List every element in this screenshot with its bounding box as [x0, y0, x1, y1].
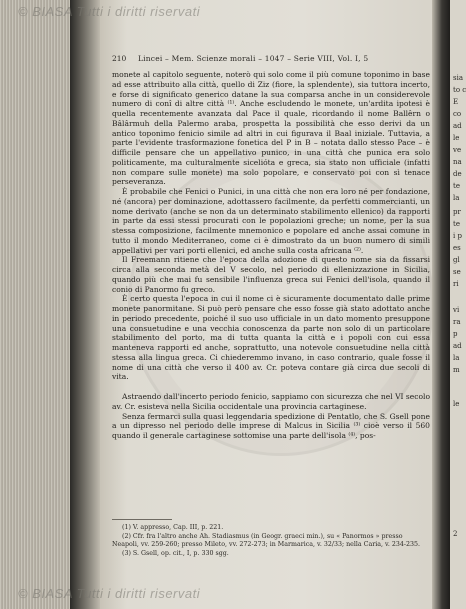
facing-fragment: ad: [453, 342, 462, 350]
facing-fragment: to c: [453, 86, 466, 94]
facing-fragment: vi: [453, 306, 460, 314]
facing-fragment: m: [453, 366, 460, 374]
facing-page-fragment: [450, 0, 466, 609]
body-text: [112, 70, 430, 441]
paragraph: È certo questa l'epoca in cui il nome ci è sicuramente documentato dalle prime monete panormitane. Si può però pensare che esso fosse già stato adottato anche in periodo precedente, poiché il suo uso ufficiale in un dato momento presuppone una consuetudine e una vecchia conoscenza da parte non solo di un particolare stabilimento del porto, ma di tutta quanta la città e i popoli con cui essa manteneva rapporti ed anche, soprattutto, una notevole consuetudine nella città stessa alla lingua greca. Ci chiederemmo invano, in caso contrario, quale fosse il nome di una città che verso il 400 av. Cr. poteva contare già circa due secoli di vita.: [112, 294, 430, 382]
facing-fragment: es: [453, 244, 461, 252]
facing-fragment: ra: [453, 318, 461, 326]
facing-fragment: gl: [453, 256, 460, 264]
facing-fragment: la: [453, 194, 460, 202]
facing-fragment: E: [453, 98, 459, 106]
running-header: [112, 54, 430, 66]
facing-fragment: le: [453, 134, 460, 142]
facing-fragment: te: [453, 182, 460, 190]
facing-fragment: ri: [453, 280, 459, 288]
footnotes: [112, 524, 430, 558]
facing-fragment: na: [453, 158, 462, 166]
paragraph: È probabile che Fenici o Punici, in una città che non era loro né per fondazione, né (ancora) per dominazione, adottassero facilmente, da perfetti commercianti, un nome derivato (anche se non da un determinato stabilimento ellenico) da rapporti in parte da essi stessi procurati con le popolazioni greche; un nome, per la sua stessa composizione, facilmente mnemonico e popolare ed anche assai comune in tutto il mondo Mediterraneo, come ci è dimostrato da un buon numero di simili appellativi per vari porti ellenici, ed anche sulla costa africana ⁽²⁾.: [112, 187, 430, 255]
left-gutter-shadow: [70, 0, 102, 609]
facing-fragment: p: [453, 330, 458, 338]
copyright-watermark-top: © BIASA Tutti i diritti riservati: [18, 4, 201, 19]
footnote-rule: [112, 519, 172, 520]
paragraph: Il Freemann ritiene che l'epoca della adozione di questo nome sia da fissarsi circa alla seconda metà del V secolo, nel periodo di ellenizzazione in Sicilia, quando più che mai fu sensibile l'influenza greca sui Fenici dell'isola, quando il conio di Panormo fu greco.: [112, 255, 430, 294]
facing-fragment: pr: [453, 208, 461, 216]
book-page-edges: [0, 0, 70, 609]
section-gap: [112, 382, 430, 392]
running-title: Lincei – Mem. Scienze morali – 1047 – Serie VIII, Vol. I, 5: [138, 54, 369, 63]
paragraph: Senza fermarci sulla quasi leggendaria spedizione di Pentatlo, che S. Gsell pone a un dipresso nel periodo delle imprese di Malcus in Sicilia ⁽³⁾ cioè verso il 560 quando il generale cartaginese sottomise una parte dell'isola ⁽⁴⁾, pos-: [112, 411, 430, 440]
page-number: 210: [112, 54, 127, 63]
facing-fragment: ve: [453, 146, 462, 154]
footnote: (1) V. appresso, Cap. III, p. 221.: [122, 524, 224, 531]
facing-fragment: co: [453, 110, 462, 118]
facing-fragment: ad: [453, 122, 462, 130]
paragraph: monete al capitolo seguente, noterò qui solo come il più comune toponimo in base ad esse attribuito alla città, quello di Ziz (fiore, la splendente), sia tuttora incerto, e forse di significato generico datane la sua comparsa anche in un considerevole numero di conî di altre città ⁽¹⁾. Anche escludendo le monete, un'ardita ipotesi è quella recentemente avanzata dal Pace il quale, ricordando il nome Ballêrn o Bâlârmuh della Palermo araba, prospetta la possibilità che esso derivi da un antico toponimo fenicio simile ad altri in cui figurava il Baal iniziale. Tuttavia, a parte l'evidente trasformazione fonetica del P in B – notata dallo stesso Pace – è difficile pensare che un appellativo punico, in una città che punica era solo politicamente, ma culturalmente sicelióta e greca, sia stato non ufficiale (infatti non compare sulle monete) ma solo popolare, e conservato poi con sì tenace perseveranza.: [112, 70, 430, 187]
facing-fragment: i p: [453, 232, 462, 240]
facing-fragment: 2: [453, 530, 458, 538]
facing-fragment: se: [453, 268, 461, 276]
copyright-watermark-bottom: © BIASA Tutti i diritti riservati: [18, 586, 201, 601]
footnote: (2) Cfr. fra l'altro anche Ah. Stadiasmus (in Geogr. graeci min.), su « Panormos » presso Neapoli, vv. 259-260; presso Mileto, vv. 272-273; in Marmarica, v. 32/33; nella Caria, v. 234-235.: [112, 532, 421, 549]
facing-fragment: la: [453, 354, 460, 362]
facing-fragment: le: [453, 400, 460, 408]
paragraph: Astraendo dall'incerto periodo fenicio, sappiamo con sicurezza che nel VI secolo av. Cr. esisteva nella Sicilia occidentale una provincia cartaginese.: [112, 392, 430, 411]
right-gutter-shadow: [432, 0, 450, 609]
facing-fragment: de: [453, 170, 462, 178]
facing-fragment: sia: [453, 74, 464, 82]
footnote: (3) S. Gsell, op. cit., I, p. 330 sgg.: [122, 549, 229, 557]
facing-fragment: te: [453, 220, 460, 228]
